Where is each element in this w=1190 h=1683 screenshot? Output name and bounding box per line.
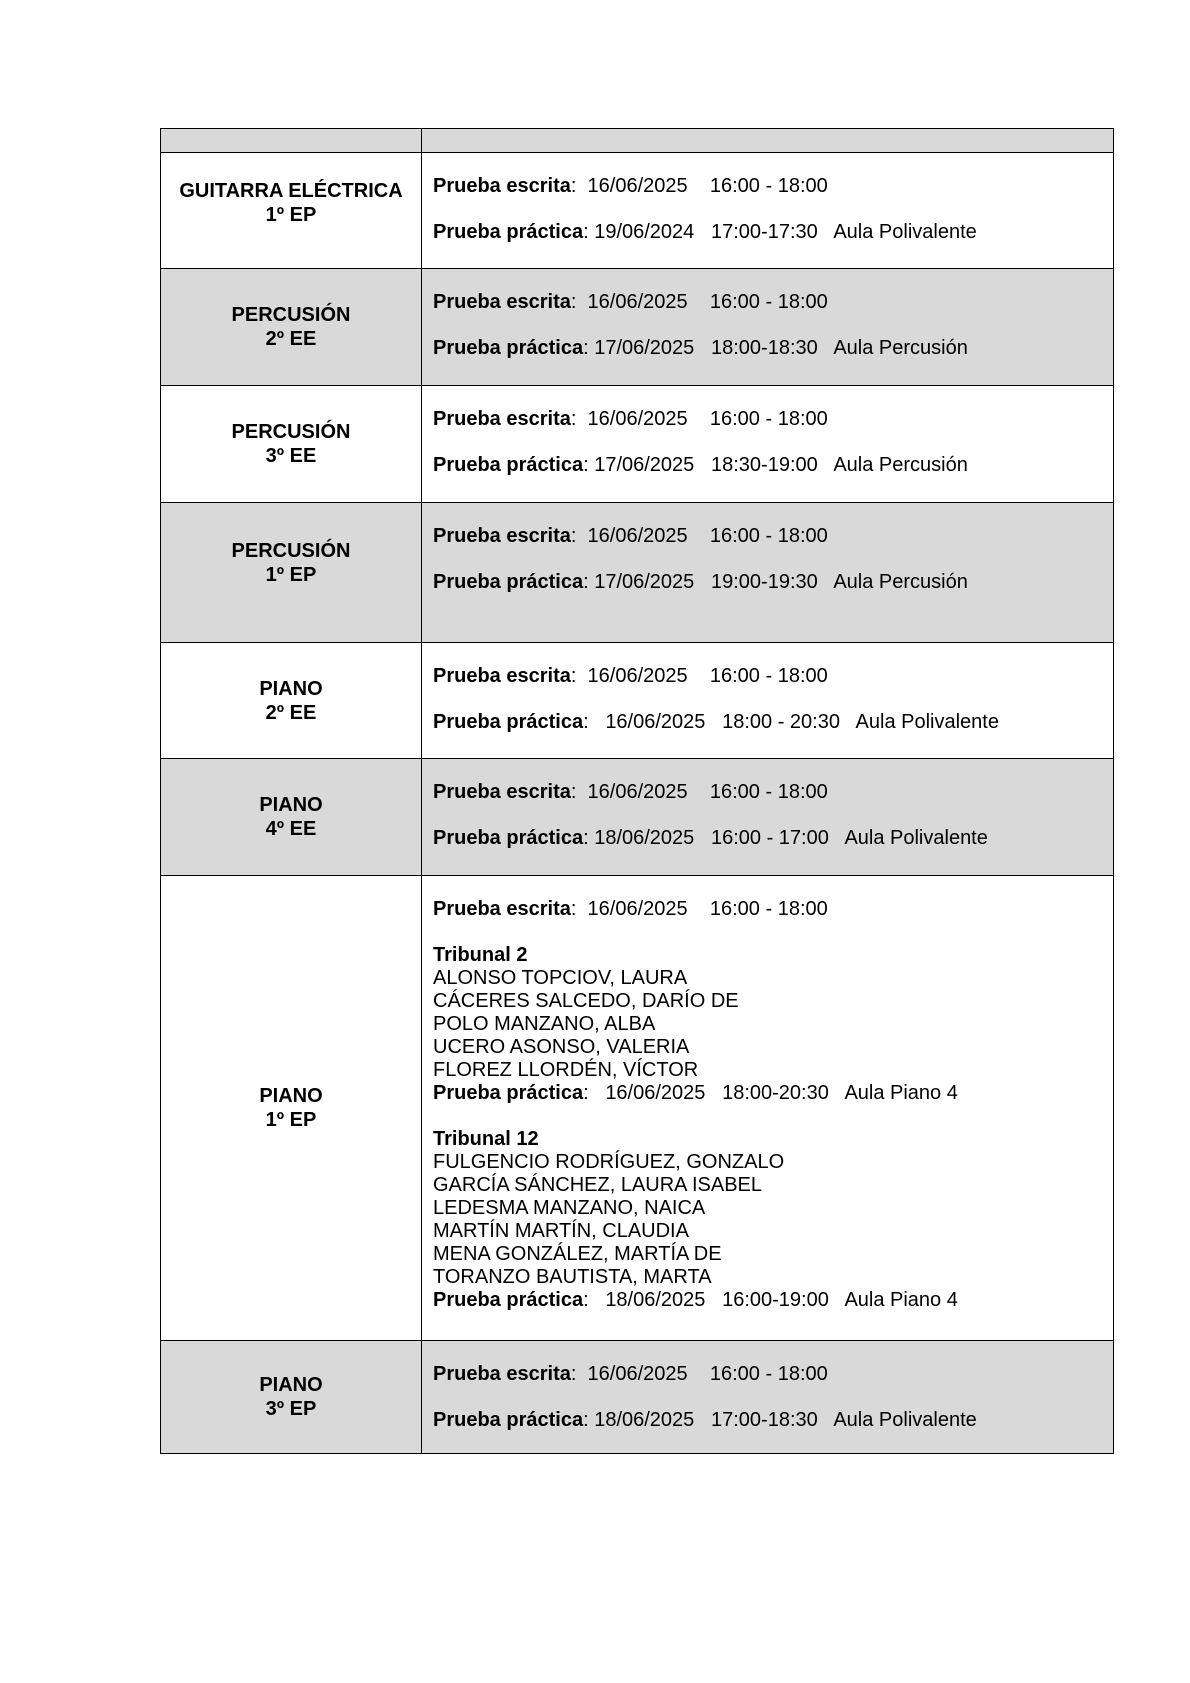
practical-label: Prueba práctica: [433, 571, 584, 593]
student-name: TORANZO BAUTISTA, MARTA: [433, 1266, 712, 1288]
subject-name: PERCUSIÓN: [231, 304, 351, 326]
practical-date: 16/06/2025: [605, 1082, 706, 1104]
written-label: Prueba escrita: [433, 525, 571, 547]
written-label: Prueba escrita: [433, 175, 571, 197]
tribunal-title: Tribunal 12: [433, 1128, 539, 1150]
subject-cell: [161, 386, 422, 503]
student-name: CÁCERES SALCEDO, DARÍO DE: [433, 990, 739, 1012]
table-row: [161, 503, 1114, 643]
practical-time: 18:00-20:30: [722, 1082, 829, 1104]
written-time: 16:00 - 18:00: [709, 1363, 828, 1385]
practical-date: 18/06/2025: [605, 1289, 706, 1311]
student-name: MENA GONZÁLEZ, MARTÍA DE: [433, 1243, 722, 1265]
student-name: GARCÍA SÁNCHEZ, LAURA ISABEL: [433, 1174, 762, 1196]
subject-cell: [161, 1341, 422, 1454]
student-name: MARTÍN MARTÍN, CLAUDIA: [433, 1220, 689, 1242]
written-date: 16/06/2025: [587, 1363, 688, 1385]
practical-time: 17:00-18:30: [710, 1409, 818, 1431]
practical-date: 18/06/2025: [594, 1409, 695, 1431]
written-date: 16/06/2025: [587, 665, 688, 687]
details-cell: Prueba escrita: 16/06/2025 16:00 - 18:00 Prueba práctica: 17/06/2025 18:30-19:00 Aula Percusión: [422, 386, 1114, 503]
subject-level: 3º EE: [265, 445, 317, 467]
written-time: 16:00 - 18:00: [709, 525, 828, 547]
header-cell-subject: [161, 129, 422, 153]
practical-time: 16:00 - 17:00: [710, 827, 829, 849]
subject-name: PIANO: [259, 1374, 323, 1396]
practical-date: 17/06/2025: [594, 454, 695, 476]
written-label: Prueba escrita: [433, 781, 571, 803]
subject-level: 1º EP: [265, 204, 317, 226]
student-name: ALONSO TOPCIOV, LAURA: [433, 967, 688, 989]
student-name: POLO MANZANO, ALBA: [433, 1013, 656, 1035]
subject-cell: [161, 759, 422, 876]
subject-name: PIANO: [259, 1085, 323, 1107]
subject-level: 2º EE: [265, 701, 317, 724]
written-time: 16:00 - 18:00: [709, 291, 828, 313]
details-cell: Prueba escrita: 16/06/2025 16:00 - 18:00 Prueba práctica: 17/06/2025 19:00-19:30 Aula Percusión: [422, 503, 1114, 643]
practical-room: Aula Percusión: [833, 571, 968, 593]
details-cell: Prueba escrita: 16/06/2025 16:00 - 18:00 Tribunal 2 ALONSO TOPCIOV, LAURA CÁCERES SALCEDO, DARÍO DE POLO MANZANO, ALBA UCERO ASONSO, VALERIA FLOREZ LLORDÉN, VÍCTOR Prueba práctica: 16/06/2025 18:00-20:30 Aula Piano 4 Tribunal 12 FULGENCIO RODRÍGUEZ, GONZALO GARCÍA SÁNCHEZ, LAURA ISABEL LEDESMA MANZANO, NAICA MARTÍN MARTÍN, CLAUDIA MENA GONZÁLEZ, MARTÍA DE TORANZO BAUTISTA, MARTA Prueba práctica: 18/06/2025 16:00-19:00 Aula Piano 4: [422, 876, 1114, 1341]
subject-name: PIANO: [259, 794, 323, 816]
practical-date: 16/06/2025: [605, 711, 706, 733]
student-name: LEDESMA MANZANO, NAICA: [433, 1197, 706, 1219]
practical-label: Prueba práctica: [433, 827, 584, 849]
practical-label: Prueba práctica: [433, 221, 584, 243]
details-cell: Prueba escrita: 16/06/2025 16:00 - 18:00 Prueba práctica: 17/06/2025 18:00-18:30 Aula Percusión: [422, 269, 1114, 386]
written-date: 16/06/2025: [587, 525, 688, 547]
practical-room: Aula Polivalente: [833, 1409, 977, 1431]
written-time: 16:00 - 18:00: [709, 175, 828, 197]
table-row: [161, 269, 1114, 386]
subject-name: PIANO: [259, 677, 323, 700]
header-cell-details: [422, 129, 1114, 153]
subject-cell: [161, 876, 422, 1341]
written-label: Prueba escrita: [433, 665, 571, 687]
table-row: [161, 876, 1114, 1341]
table-row: [161, 386, 1114, 503]
details-cell: Prueba escrita: 16/06/2025 16:00 - 18:00 Prueba práctica: 18/06/2025 17:00-18:30 Aula Polivalente: [422, 1341, 1114, 1454]
written-label: Prueba escrita: [433, 1363, 571, 1385]
student-name: FULGENCIO RODRÍGUEZ, GONZALO: [433, 1151, 785, 1173]
subject-level: 1º EP: [265, 1109, 317, 1131]
written-time: 16:00 - 18:00: [709, 665, 828, 687]
practical-time: 18:00 - 20:30: [722, 711, 840, 733]
practical-time: 17:00-17:30: [710, 221, 818, 243]
subject-name: PERCUSIÓN: [231, 421, 351, 443]
subject-level: 4º EE: [265, 818, 317, 840]
written-date: 16/06/2025: [587, 898, 688, 920]
student-name: FLOREZ LLORDÉN, VÍCTOR: [433, 1059, 699, 1081]
practical-date: 18/06/2025: [594, 827, 695, 849]
exam-schedule-table: [160, 128, 1114, 1454]
practical-time: 19:00-19:30: [710, 571, 818, 593]
subject-level: 2º EE: [265, 328, 317, 350]
details-cell: Prueba escrita: 16/06/2025 16:00 - 18:00 Prueba práctica: 16/06/2025 18:00 - 20:30 Aula Polivalente: [422, 643, 1114, 759]
practical-time: 18:30-19:00: [710, 454, 818, 476]
details-cell: Prueba escrita: 16/06/2025 16:00 - 18:00 Prueba práctica: 19/06/2024 17:00-17:30 Aula Polivalente: [422, 153, 1114, 269]
table-row: [161, 1341, 1114, 1454]
practical-room: Aula Polivalente: [855, 711, 999, 733]
practical-label: Prueba práctica: [433, 337, 584, 359]
subject-cell: [161, 153, 422, 269]
practical-room: Aula Polivalente: [833, 221, 977, 243]
details-cell: Prueba escrita: 16/06/2025 16:00 - 18:00 Prueba práctica: 18/06/2025 16:00 - 17:00 Aula Polivalente: [422, 759, 1114, 876]
practical-label: Prueba práctica: [433, 1289, 584, 1311]
subject-level: 1º EP: [265, 564, 317, 586]
practical-room: Aula Polivalente: [844, 827, 988, 849]
written-label: Prueba escrita: [433, 291, 571, 313]
practical-time: 18:00-18:30: [710, 337, 818, 359]
written-label: Prueba escrita: [433, 898, 571, 920]
subject-cell: [161, 643, 422, 759]
written-date: 16/06/2025: [587, 291, 688, 313]
practical-room: Aula Piano 4: [844, 1082, 958, 1104]
subject-cell: [161, 269, 422, 386]
subject-level: 3º EP: [265, 1398, 317, 1420]
written-label: Prueba escrita: [433, 408, 571, 430]
practical-label: Prueba práctica: [433, 1409, 584, 1431]
table-row: [161, 643, 1114, 759]
practical-date: 17/06/2025: [594, 337, 695, 359]
student-name: UCERO ASONSO, VALERIA: [433, 1036, 690, 1058]
written-time: 16:00 - 18:00: [709, 781, 828, 803]
practical-room: Aula Piano 4: [844, 1289, 958, 1311]
practical-label: Prueba práctica: [433, 454, 584, 476]
written-time: 16:00 - 18:00: [709, 408, 828, 430]
written-time: 16:00 - 18:00: [709, 898, 828, 920]
practical-room: Aula Percusión: [833, 454, 968, 476]
practical-room: Aula Percusión: [833, 337, 968, 359]
practical-label: Prueba práctica: [433, 711, 584, 733]
practical-time: 16:00-19:00: [722, 1289, 829, 1311]
tribunal-title: Tribunal 2: [433, 944, 528, 966]
subject-name: GUITARRA ELÉCTRICA: [179, 180, 403, 202]
table-header-row: [161, 129, 1114, 153]
table-row: [161, 759, 1114, 876]
written-date: 16/06/2025: [587, 781, 688, 803]
written-date: 16/06/2025: [587, 175, 688, 197]
subject-name: PERCUSIÓN: [231, 540, 351, 562]
practical-date: 19/06/2024: [594, 221, 695, 243]
written-date: 16/06/2025: [587, 408, 688, 430]
subject-cell: [161, 503, 422, 643]
practical-label: Prueba práctica: [433, 1082, 584, 1104]
table-row: [161, 153, 1114, 269]
practical-date: 17/06/2025: [594, 571, 695, 593]
